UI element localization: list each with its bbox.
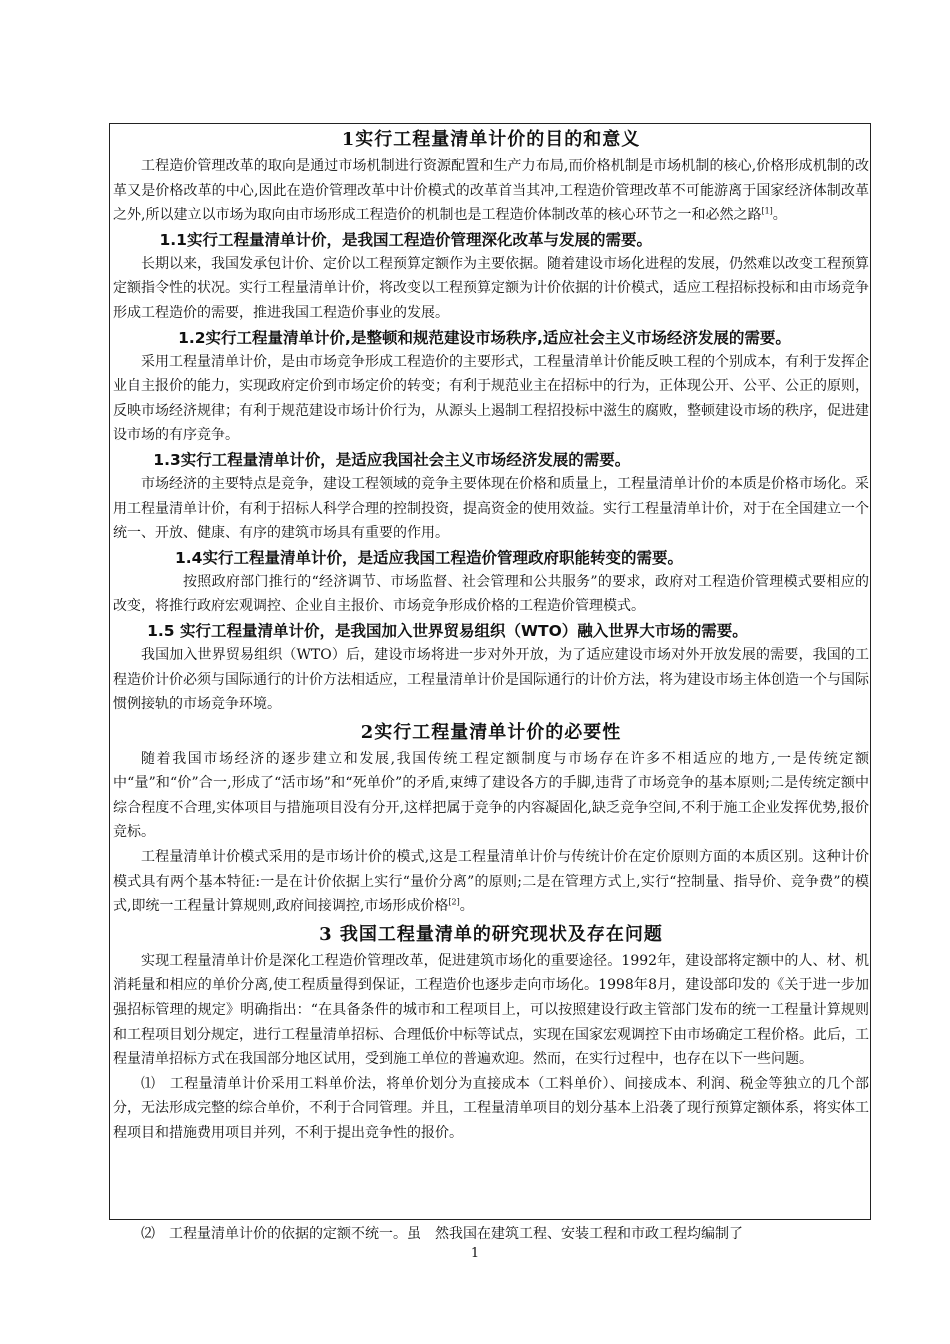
- heading-1-3: 1.3实行工程量清单计价，是适应我国社会主义市场经济发展的需要。: [153, 450, 631, 469]
- section-1-paragraph: 工程造价管理改革的取向是通过市场机制进行资源配置和生产力布局,而价格机制是市场机制的核心,价格形成机制的改革又是价格改革的中心,因此在造价管理改革中计价模式的改革首当其冲,工程造价管理改革不可能游离于国家经济体制改革之外,所以建立以市场为取向由市场形成工程造价的机制也是工程造价体制改革的核心环节之一和必然之路[1]。: [113, 158, 869, 224]
- paragraph-1-4: 按照政府部门推行的“经济调节、市场监督、社会管理和公共服务”的要求，政府对工程造价管理模式要相应的改变，将推行政府宏观调控、企业自主报价、市场竞争形成价格的工程造价管理模式。: [113, 573, 869, 615]
- section-2-paragraph-1: 随着我国市场经济的逐步建立和发展,我国传统工程定额制度与市场存在许多不相适应的地方,一是传统定额中“量”和“价”合一,形成了“活市场”和“死单价”的矛盾,束缚了建设各方的手脚,违背了市场竞争的基本原则;二是传统定额中综合程度不合理,实体项目与措施项目没有分开,这样把属于竞争的内容凝固化,缺乏竞争空间,不利于施工企业发挥优势,报价竞标。: [113, 750, 869, 841]
- heading-1-2: 1.2实行工程量清单计价,是整顿和规范建设市场秩序,适应社会主义市场经济发展的需要。: [178, 328, 791, 347]
- section-2-paragraph-2: 工程量清单计价模式采用的是市场计价的模式,这是工程量清单计价与传统计价在定价原则方面的本质区别。这种计价模式具有两个基本特征:一是在计价依据上实行“量价分离”的原则;二是在管理方式上,实行“控制量、指导价、竞争费”的模式,即统一工程量计算规则,政府间接调控,市场形成价格[2]。: [113, 849, 869, 915]
- section-1-title: 1实行工程量清单计价的目的和意义: [341, 129, 641, 150]
- section-3-title: 3 我国工程量清单的研究现状及存在问题: [319, 923, 663, 945]
- heading-1-1: 1.1实行工程量清单计价，是我国工程造价管理深化改革与发展的需要。: [159, 230, 652, 249]
- citation-ref: [2]: [448, 897, 460, 907]
- page-number: 1: [470, 1246, 480, 1261]
- trailing-paragraph: ⑵ 工程量清单计价的依据的定额不统一。虽 然我国在建筑工程、安装工程和市政工程均编制了: [141, 1226, 743, 1242]
- paragraph-1-3: 市场经济的主要特点是竞争，建设工程领域的竞争主要体现在价格和质量上，工程量清单计价的本质是价格市场化。采用工程量清单计价，有利于招标人科学合理的控制投资，提高资金的使用效益。实行工程量清单计价，对于在全国建立一个统一、开放、健康、有序的建筑市场具有重要的作用。: [113, 475, 869, 542]
- paragraph-1-1: 长期以来，我国发承包计价、定价以工程预算定额作为主要依据。随着建设市场化进程的发展，仍然难以改变工程预算定额指令性的状况。实行工程量清单计价，将改变以工程预算定额为计价依据的计价模式，适应工程招标投标和由市场竞争形成工程造价的需要，推进我国工程造价事业的发展。: [113, 255, 869, 321]
- heading-1-5: 1.5 实行工程量清单计价，是我国加入世界贸易组织（WTO）融入世界大市场的需要。: [147, 621, 748, 640]
- document-body: [113, 124, 869, 1146]
- paragraph-1-5: 我国加入世界贸易组织（WTO）后，建设市场将进一步对外开放，为了适应建设市场对外开放发展的需要，我国的工程造价计价必须与国际通行的计价方法相适应，工程量清单计价是国际通行的计价方法，将为建设市场主体创造一个与国际惯例接轨的市场竞争环境。: [113, 646, 869, 713]
- citation-ref: [1]: [761, 206, 773, 216]
- paragraph-1-2: 采用工程量清单计价，是由市场竞争形成工程造价的主要形式，工程量清单计价能反映工程的个别成本，有利于发挥企业自主报价的能力，实现政府定价到市场定价的转变；有利于规范业主在招标中的行为，正体现公开、公平、公正的原则，反映市场经济规律；有利于规范建设市场计价行为，从源头上遏制工程招投标中滋生的腐败，整顿建设市场的秩序，促进建设市场的有序竞争。: [113, 353, 869, 444]
- heading-1-4: 1.4实行工程量清单计价，是适应我国工程造价管理政府职能转变的需要。: [175, 548, 683, 567]
- section-3-paragraph-2: ⑴ 工程量清单计价采用工料单价法，将单价划分为直接成本（工料单价）、间接成本、利润、税金等独立的几个部分，无法形成完整的综合单价，不利于合同管理。并且，工程量清单项目的划分基本上沿袭了现行预算定额体系，将实体工程项目和措施费用项目并列，不利于提出竞争性的报价。: [113, 1075, 869, 1141]
- section-3-paragraph-1: 实现工程量清单计价是深化工程造价管理改革，促进建筑市场化的重要途径。1992年，建设部将定额中的人、材、机消耗量和相应的单价分离,使工程质量得到保证，工程造价也逐步走向市场化。1998年8月，建设部印发的《关于进一步加强招标管理的规定》明确指出：“在具备条件的城市和工程项目上，可以按照建设行政主管部门发布的统一工程量计算规则和工程项目划分规定，进行工程量清单招标、合理低价中标等试点，实现在国家宏观调控下由市场确定工程价格。此后，工程量清单招标方式在我国部分地区试用，受到施工单位的普遍欢迎。然而，在实行过程中，也存在以下一些问题。: [113, 952, 869, 1068]
- section-2-title: 2实行工程量清单计价的必要性: [360, 721, 622, 743]
